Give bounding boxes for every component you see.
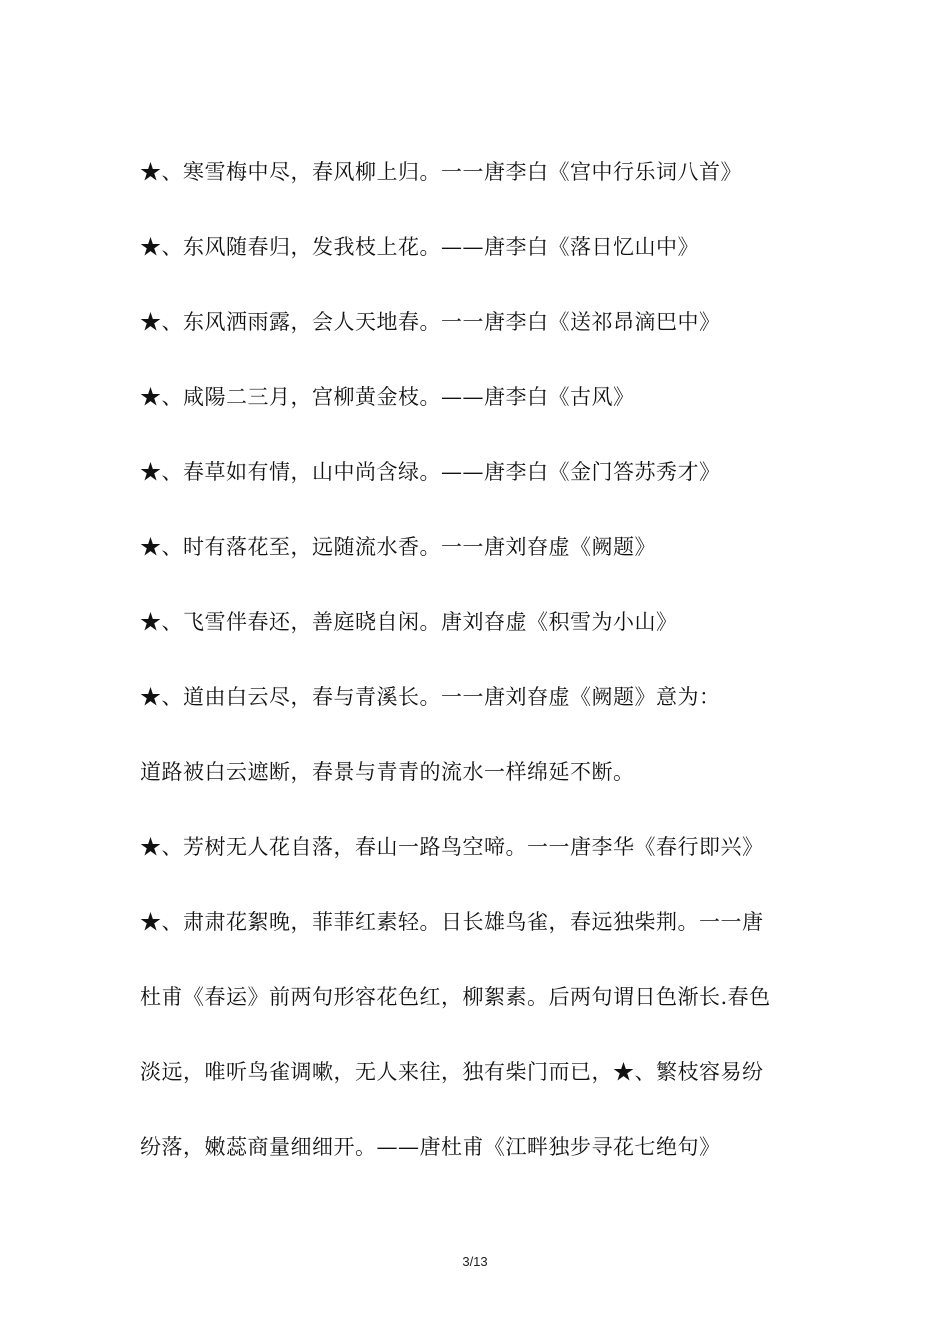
text-line: ★、东风洒雨露，会人天地春。一一唐李白《送祁昂滴巴中》 xyxy=(140,310,721,334)
text-line: ★、道由白云尽，春与青溪长。一一唐刘昚虚《阙题》意为： xyxy=(140,685,721,709)
text-line: 道路被白云遮断，春景与青青的流水一样绵延不断。 xyxy=(140,760,635,784)
text-line: ★、时有落花至，远随流水香。一一唐刘昚虚《阙题》 xyxy=(140,535,656,559)
text-line: 杜甫《春运》前两句形容花色红，柳絮素。后两句谓日色渐长.春色 xyxy=(140,985,771,1009)
text-line: 纷落，嫩蕊商量细细开。——唐杜甫《江畔独步寻花七绝句》 xyxy=(140,1135,721,1159)
text-line: ★、咸陽二三月，宫柳黄金枝。——唐李白《古风》 xyxy=(140,385,635,409)
text-line: ★、寒雪梅中尽，春风柳上归。一一唐李白《宫中行乐词八首》 xyxy=(140,160,742,184)
text-line: ★、芳树无人花自落，春山一路鸟空啼。一一唐李华《春行即兴》 xyxy=(140,835,764,859)
text-line: ★、飞雪伴春还，善庭晓自闲。唐刘昚虚《积雪为小山》 xyxy=(140,610,678,634)
text-line: ★、春草如有情，山中尚含绿。——唐李白《金门答苏秀才》 xyxy=(140,460,721,484)
page-number: 3/13 xyxy=(462,1254,488,1269)
text-line: 淡远，唯听鸟雀调嗽，无人来往，独有柴门而已，★、繁枝容易纷 xyxy=(140,1060,764,1084)
text-line: ★、肃肃花絮晚，菲菲红素轻。日长雄鸟雀，春远独柴荆。一一唐 xyxy=(140,910,764,934)
text-line: ★、东风随春归，发我枝上花。——唐李白《落日忆山中》 xyxy=(140,235,699,259)
